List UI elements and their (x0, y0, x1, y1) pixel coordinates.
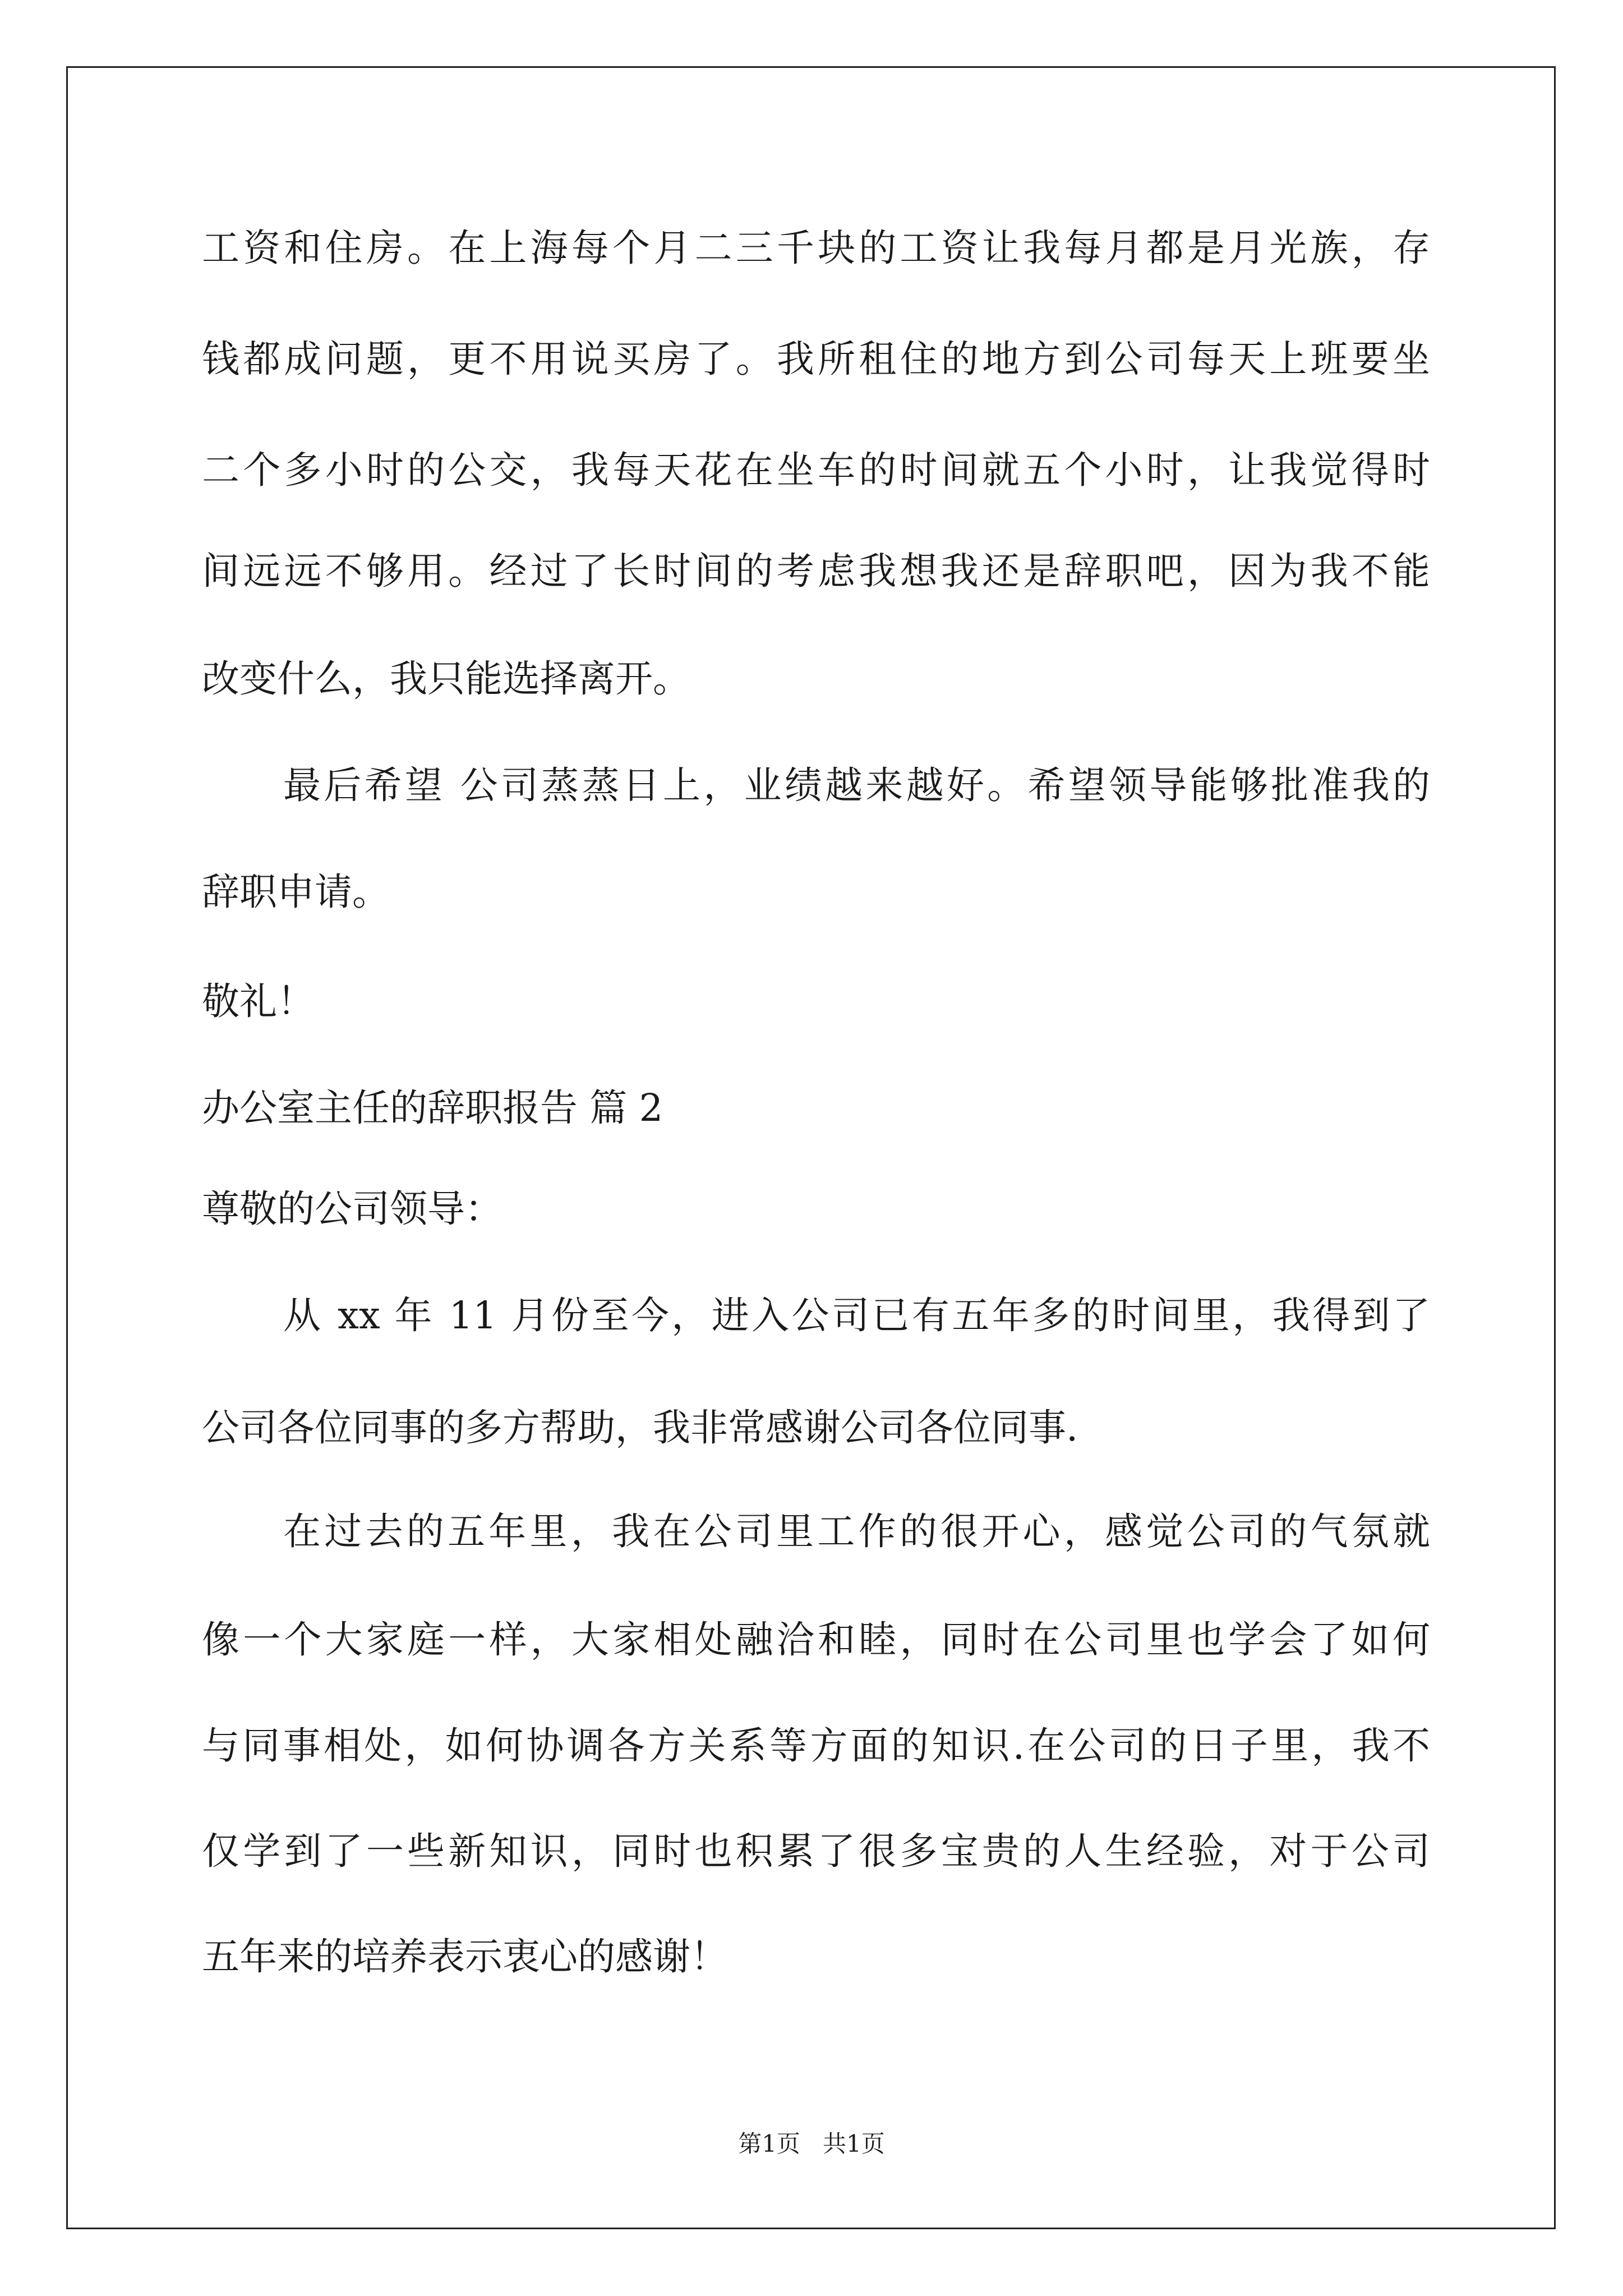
paragraph-line: 像一个大家庭一样，大家相处融洽和睦，同时在公司里也学会了如何 (202, 1618, 1430, 1662)
paragraph-line: 工资和住房。在上海每个月二三千块的工资让我每月都是月光族，存 (202, 226, 1430, 270)
paragraph-line: 公司各位同事的多方帮助，我非常感谢公司各位同事. (202, 1406, 1078, 1450)
paragraph-line: 在过去的五年里，我在公司里工作的很开心，感觉公司的气氛就 (283, 1510, 1430, 1553)
paragraph-line: 钱都成问题，更不用说买房了。我所租住的地方到公司每天上班要坐 (202, 337, 1430, 381)
salutation: 尊敬的公司领导： (202, 1187, 502, 1231)
paragraph-line: 辞职申请。 (202, 870, 390, 914)
page-footer: 第1页 共1页 (738, 2130, 885, 2157)
section-title: 办公室主任的辞职报告 篇 2 (202, 1086, 663, 1130)
paragraph-line: 从 xx 年 11 月份至今，进入公司已有五年多的时间里，我得到了 (283, 1294, 1430, 1337)
paragraph-line: 仅学到了一些新知识，同时也积累了很多宝贵的人生经验，对于公司 (202, 1829, 1430, 1873)
paragraph-line: 二个多小时的公交，我每天花在坐车的时间就五个小时，让我觉得时 (202, 448, 1430, 492)
paragraph-line: 间远远不够用。经过了长时间的考虑我想我还是辞职吧，因为我不能 (202, 549, 1430, 593)
paragraph-line: 与同事相处，如何协调各方关系等方面的知识.在公司的日子里，我不 (202, 1724, 1430, 1768)
page-border (66, 66, 1556, 2229)
paragraph-line: 五年来的培养表示衷心的感谢！ (202, 1935, 728, 1978)
closing-text: 敬礼！ (202, 979, 315, 1023)
paragraph-line: 改变什么，我只能选择离开。 (202, 657, 690, 701)
paragraph-line: 最后希望 公司蒸蒸日上，业绩越来越好。希望领导能够批准我的 (283, 763, 1430, 807)
